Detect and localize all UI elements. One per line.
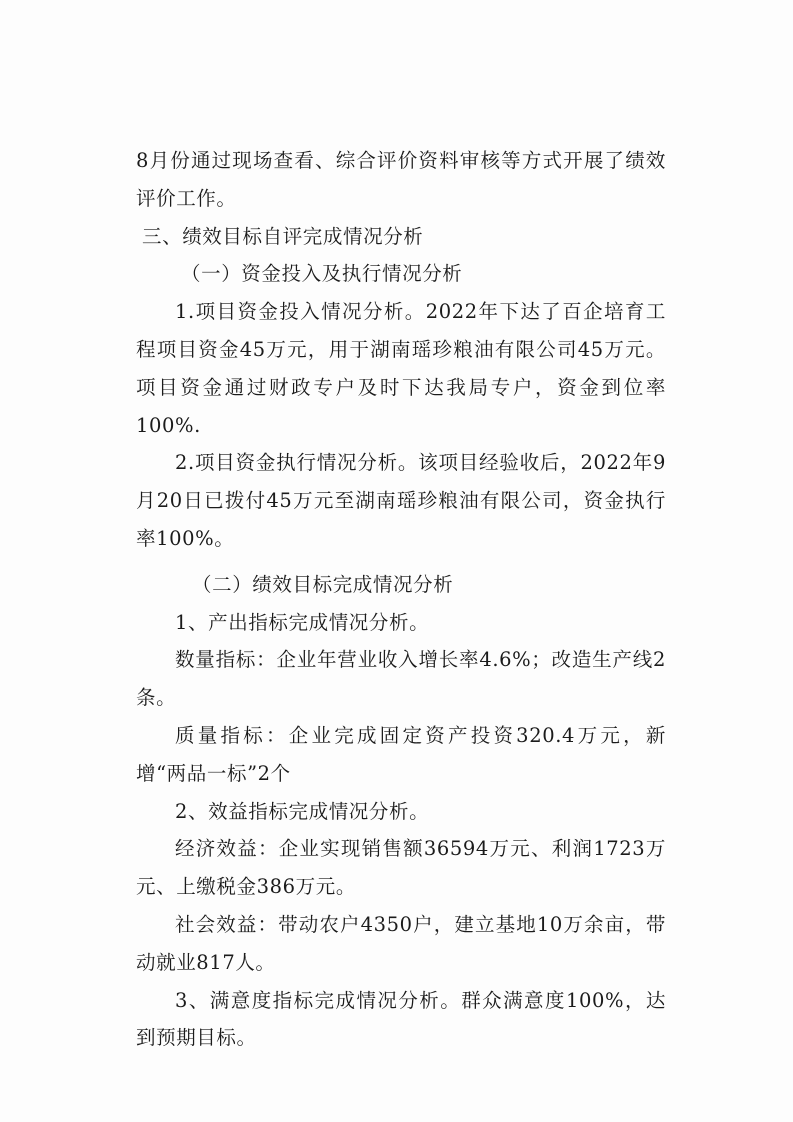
paragraph-economic-benefit: 经济效益：企业实现销售额36594万元、利润1723万元、上缴税金386万元。 xyxy=(136,837,666,899)
document-body xyxy=(136,142,666,1057)
paragraph-funding-input: 1.项目资金投入情况分析。2022年下达了百企培育工程项目资金45万元，用于湖南瑶珍粮油有限公司45万元。项目资金通过财政专户及时下达我局专户，资金到位率100%. xyxy=(136,300,666,437)
paragraph-satisfaction-indicators: 3、满意度指标完成情况分析。群众满意度100%，达到预期目标。 xyxy=(136,988,666,1050)
subsection-heading-goals: （二）绩效目标完成情况分析 xyxy=(192,572,454,596)
paragraph-quantity-indicators: 数量指标：企业年营业收入增长率4.6%；改造生产线2条。 xyxy=(136,648,666,710)
paragraph-benefit-indicators: 2、效益指标完成情况分析。 xyxy=(175,799,430,823)
paragraph-output-indicators: 1、产出指标完成情况分析。 xyxy=(175,610,430,634)
paragraph-quality-indicators: 质量指标：企业完成固定资产投资320.4万元，新增“两品一标”2个 xyxy=(136,723,666,785)
subsection-heading-funding: （一）资金投入及执行情况分析 xyxy=(181,262,463,286)
paragraph-evaluation-method: 8月份通过现场查看、综合评价资料审核等方式开展了绩效评价工作。 xyxy=(136,149,666,210)
paragraph-social-benefit: 社会效益：带动农户4350户，建立基地10万余亩，带动就业817人。 xyxy=(136,912,666,974)
paragraph-funding-execution: 2.项目资金执行情况分析。该项目经验收后，2022年9月20日已拨付45万元至湖南瑶珍粮油有限公司，资金执行率100%。 xyxy=(136,451,666,550)
section-heading-3: 三、绩效目标自评完成情况分析 xyxy=(142,224,424,248)
